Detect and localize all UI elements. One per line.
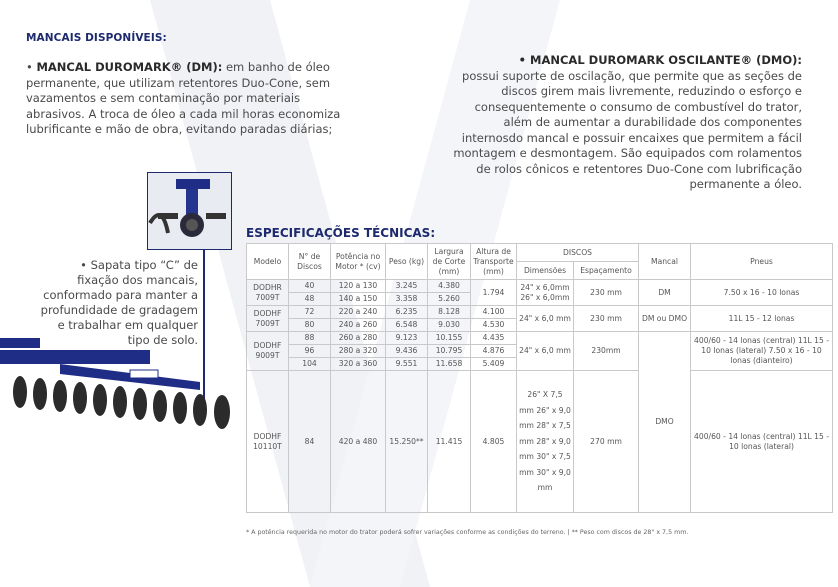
cell-largura: 10.155: [428, 332, 471, 345]
cell-potencia: 420 a 480: [331, 371, 386, 513]
cell-dimensoes: 24" x 6,0 mm: [517, 306, 574, 332]
cell-peso: 3.245: [386, 280, 428, 293]
header-dimensoes: Dimensões: [517, 262, 574, 280]
cell-mancal: DMO: [639, 332, 691, 513]
cell-discos: 40: [289, 280, 331, 293]
header-discos: DISCOS: [517, 244, 639, 262]
cell-discos: 96: [289, 345, 331, 358]
header-peso: Peso (kg): [386, 244, 428, 280]
cell-largura: 11.658: [428, 358, 471, 371]
dm-text: em banho de óleo permanente, que utilizam retentores Duo-Cone, sem vazamentos e sem contaminação por materiais abrasivos. A troca de óleo a cada mil horas economiza lubrificante e mão de obra, evitando paradas diárias;: [26, 60, 341, 136]
cell-altura: 4.435: [471, 332, 517, 345]
cell-modelo: DODHF 9009T: [247, 332, 289, 371]
cell-potencia: 120 a 130: [331, 280, 386, 293]
cell-peso: 9.436: [386, 345, 428, 358]
header-largura: Largura de Corte (mm): [428, 244, 471, 280]
cell-peso: 9.551: [386, 358, 428, 371]
table-row: [247, 280, 833, 293]
header-pneus: Pneus: [691, 244, 833, 280]
cell-peso: 6.235: [386, 306, 428, 319]
cell-espacamento: 230 mm: [574, 306, 639, 332]
dm-description: [26, 60, 341, 138]
dm-bullet: •: [26, 60, 37, 74]
cell-peso: 3.358: [386, 293, 428, 306]
dm-title: MANCAL DUROMARK® (DM):: [36, 60, 223, 74]
table-row: [247, 371, 833, 513]
cell-largura: 5.260: [428, 293, 471, 306]
cell-discos: 88: [289, 332, 331, 345]
cell-peso: 6.548: [386, 319, 428, 332]
cell-dimensoes: 24" x 6,0mm 26" x 6,0mm: [517, 280, 574, 306]
footnote: * A potência requerida no motor do trator poderá sofrer variações conforme as condições do terreno. | ** Peso com discos de 28" x 7,5 mm.: [246, 529, 689, 536]
cell-discos: 80: [289, 319, 331, 332]
cell-altura: 5.409: [471, 358, 517, 371]
header-altura: Altura de Transporte (mm): [471, 244, 517, 280]
cell-modelo: DODHF 10110T: [247, 371, 289, 513]
cell-peso: 9.123: [386, 332, 428, 345]
cell-altura: 4.100: [471, 306, 517, 319]
dmo-description: [452, 53, 802, 193]
c-shoe-detail-image: [147, 172, 232, 250]
cell-peso: 15.250**: [386, 371, 428, 513]
cell-discos: 104: [289, 358, 331, 371]
cell-discos: 72: [289, 306, 331, 319]
cell-mancal: DM: [639, 280, 691, 306]
cell-potencia: 240 a 260: [331, 319, 386, 332]
section-heading: MANCAIS DISPONÍVEIS:: [26, 32, 167, 44]
dmo-title: • MANCAL DUROMARK OSCILANTE® (DMO):: [518, 53, 802, 67]
table-row: [247, 306, 833, 319]
cell-pneus: 400/60 - 14 lonas (central) 11L 15 - 10 lonas (lateral): [691, 371, 833, 513]
cell-potencia: 260 a 280: [331, 332, 386, 345]
sapata-description: • Sapata tipo “C” de fixação dos mancais, conformado para manter a profundidade de gradagem e trabalhar em qualquer tipo de solo.: [40, 258, 198, 347]
disc-harrow-image: [0, 330, 242, 430]
cell-potencia: 140 a 150: [331, 293, 386, 306]
cell-pneus: 11L 15 - 12 lonas: [691, 306, 833, 332]
cell-mancal: DM ou DMO: [639, 306, 691, 332]
cell-discos: 84: [289, 371, 331, 513]
cell-potencia: 320 a 360: [331, 358, 386, 371]
cell-largura: 10.795: [428, 345, 471, 358]
cell-modelo: DODHR 7009T: [247, 280, 289, 306]
header-mancal: Mancal: [639, 244, 691, 280]
cell-pneus: 7.50 x 16 - 10 lonas: [691, 280, 833, 306]
cell-altura: 1.794: [471, 280, 517, 306]
cell-dimensoes: 26" X 7,5 mm 26" x 9,0 mm 28" x 7,5 mm 28" x 9,0 mm 30" x 7,5 mm 30" x 9,0 mm: [517, 371, 574, 513]
cell-altura: 4.876: [471, 345, 517, 358]
cell-dimensoes: 24" x 6,0 mm: [517, 332, 574, 371]
cell-espacamento: 230 mm: [574, 280, 639, 306]
cell-espacamento: 230mm: [574, 332, 639, 371]
table-row: [247, 332, 833, 345]
cell-altura: 4.530: [471, 319, 517, 332]
header-potencia: Potência no Motor * (cv): [331, 244, 386, 280]
cell-largura: 8.128: [428, 306, 471, 319]
specs-table: [246, 243, 833, 513]
cell-espacamento: 270 mm: [574, 371, 639, 513]
header-discos-n: N° de Discos: [289, 244, 331, 280]
cell-pneus: 400/60 - 14 lonas (central) 11L 15 - 10 lonas (lateral) 7.50 x 16 - 10 lonas (dianteiro): [691, 332, 833, 371]
dmo-text: possui suporte de oscilação, que permite que as seções de discos girem mais livremente, reduzindo o esforço e consequentemente o consumo de combustível do trator, além de aumentar a durabilidade dos componentes internosdo mancal e possuir encaixes que permitem a fácil montagem e desmontagem. São equipados com rolamentos de rolos cônicos e retentores Duo-Cone com lubrificação permanente a óleo.: [453, 68, 802, 191]
cell-potencia: 280 a 320: [331, 345, 386, 358]
cell-potencia: 220 a 240: [331, 306, 386, 319]
cell-modelo: DODHF 7009T: [247, 306, 289, 332]
cell-altura: 4.805: [471, 371, 517, 513]
cell-largura: 11.415: [428, 371, 471, 513]
cell-largura: 4.380: [428, 280, 471, 293]
cell-largura: 9.030: [428, 319, 471, 332]
header-espacamento: Espaçamento: [574, 262, 639, 280]
cell-discos: 48: [289, 293, 331, 306]
specs-title: ESPECIFICAÇÕES TÉCNICAS:: [246, 226, 436, 240]
header-modelo: Modelo: [247, 244, 289, 280]
